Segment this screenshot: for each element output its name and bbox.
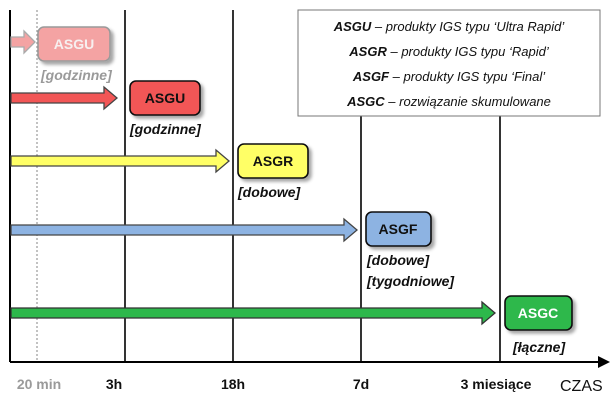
legend-sep-asgu: –: [371, 19, 386, 34]
tag-asgf-daily: [dobowe]: [367, 252, 430, 268]
legend-text-asgr: produkty IGS typu ‘Rapid’: [401, 44, 549, 59]
box-asgf-label: ASGF: [378, 221, 418, 237]
tag-asgu-faded: [godzinne]: [41, 67, 112, 83]
tick-3h: 3h: [105, 376, 123, 392]
tick-18h: 18h: [220, 376, 246, 392]
tag-asgr: [dobowe]: [238, 184, 301, 200]
legend-item-asgr: [348, 44, 550, 59]
arrow-asgc: [11, 302, 495, 324]
legend-sep-asgc: –: [384, 94, 400, 109]
legend-text-asgc: rozwiązanie skumulowane: [399, 94, 551, 109]
legend-text-asgu: produkty IGS typu ‘Ultra Rapid’: [385, 19, 565, 34]
arrow-asgf: [11, 219, 357, 241]
time-axis-arrowhead: [598, 356, 610, 368]
tick-20min: 20 min: [16, 376, 62, 392]
legend-key-asgu: ASGU: [333, 19, 372, 34]
legend-key-asgr: ASGR: [349, 44, 387, 59]
legend-sep-asgf: –: [389, 69, 404, 84]
arrow-asgu: [11, 87, 117, 109]
legend-sep-asgr: –: [386, 44, 402, 59]
legend-item-asgu: [333, 19, 566, 34]
box-asgu-label: ASGU: [144, 90, 186, 106]
tick-7d: 7d: [352, 376, 370, 392]
tag-asgf-weekly: [tygodniowe]: [367, 273, 455, 289]
arrow-asgr: [11, 150, 229, 172]
legend-item-asgc: [346, 94, 551, 109]
arrow-asgu-ultra-faded: [11, 31, 35, 53]
legend-key-asgc: ASGC: [347, 94, 385, 109]
tag-asgu: [godzinne]: [130, 121, 201, 137]
box-asgc-label: ASGC: [517, 305, 559, 321]
legend-item-asgf: [352, 69, 546, 84]
legend-text-asgf: produkty IGS typu ‘Final’: [403, 69, 546, 84]
tag-asgc: [łączne]: [513, 339, 566, 355]
legend-key-asgf: ASGF: [352, 69, 390, 84]
box-asgu-faded-label: ASGU: [53, 36, 95, 52]
tick-3months: 3 miesiące: [460, 376, 532, 392]
box-asgr-label: ASGR: [252, 153, 294, 169]
axis-title-czas: CZAS: [560, 378, 603, 395]
